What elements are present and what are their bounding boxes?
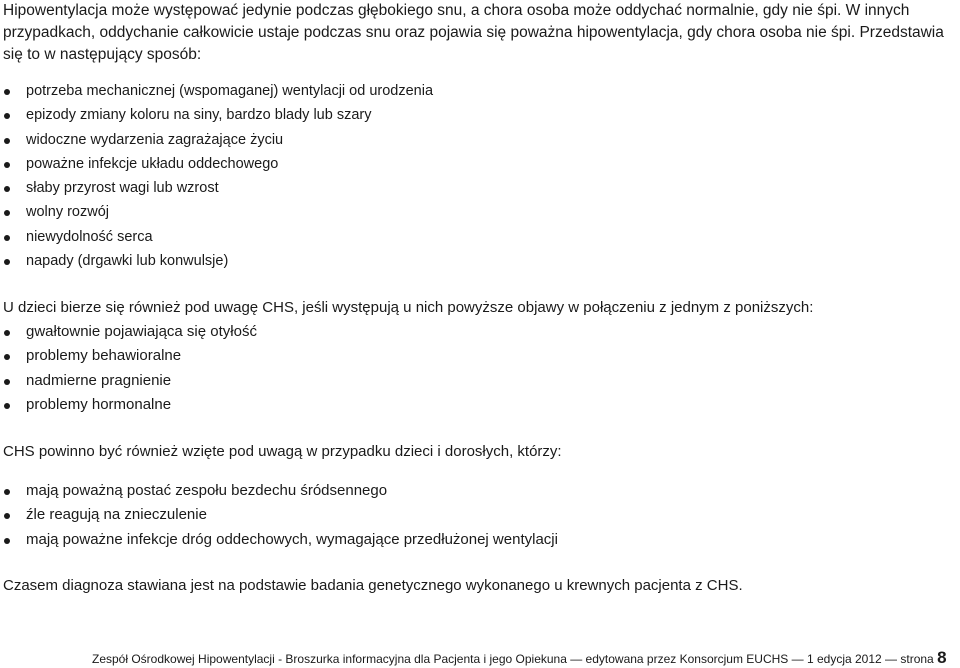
footer-text: Zespół Ośrodkowej Hipowentylacji - Broszurka informacyjna dla Pacjenta i jego Opiekuna — edytowana przez Konsorcjum EUCHS — 1 edycja 2012 — strona <box>92 652 934 666</box>
symptoms-list <box>0 79 433 273</box>
adults-list <box>0 479 558 552</box>
page-number: 8 <box>937 648 947 667</box>
adults-paragraph: CHS powinno być również wzięte pod uwagą w przypadku dzieci i dorosłych, którzy: <box>3 443 562 460</box>
list-item: napady (drgawki lub konwulsje) <box>0 249 433 273</box>
list-item: słaby przyrost wagi lub wzrost <box>0 176 433 200</box>
diagnosis-paragraph: Czasem diagnoza stawiana jest na podstawie badania genetycznego wykonanego u krewnych pacjenta z CHS. <box>3 577 743 594</box>
list-item: widoczne wydarzenia zagrażające życiu <box>0 128 433 152</box>
list-item: epizody zmiany koloru na siny, bardzo blady lub szary <box>0 103 433 127</box>
list-item: nadmierne pragnienie <box>0 369 257 393</box>
list-item: gwałtownie pojawiająca się otyłość <box>0 320 257 344</box>
page-footer <box>92 648 947 668</box>
list-item: niewydolność serca <box>0 225 433 249</box>
list-item: wolny rozwój <box>0 200 433 224</box>
list-item: problemy hormonalne <box>0 393 257 417</box>
list-item: poważne infekcje układu oddechowego <box>0 152 433 176</box>
list-item: źle reagują na znieczulenie <box>0 503 558 527</box>
children-paragraph: U dzieci bierze się również pod uwagę CHS, jeśli występują u nich powyższe objawy w połączeniu z jednym z poniższych: <box>3 299 814 316</box>
list-item: potrzeba mechanicznej (wspomaganej) wentylacji od urodzenia <box>0 79 433 103</box>
list-item: problemy behawioralne <box>0 344 257 368</box>
list-item: mają poważną postać zespołu bezdechu śródsennego <box>0 479 558 503</box>
intro-paragraph: Hipowentylacja może występować jedynie podczas głębokiego snu, a chora osoba może oddychać normalnie, gdy nie śpi. W innych przypadkach, oddychanie całkowicie ustaje podczas snu oraz pojawia się poważna hipowentylacja, gdy chora osoba nie śpi. Przedstawia się to w następujący sposób: <box>3 2 944 63</box>
list-item: mają poważne infekcje dróg oddechowych, wymagające przedłużonej wentylacji <box>0 528 558 552</box>
children-list <box>0 320 257 417</box>
